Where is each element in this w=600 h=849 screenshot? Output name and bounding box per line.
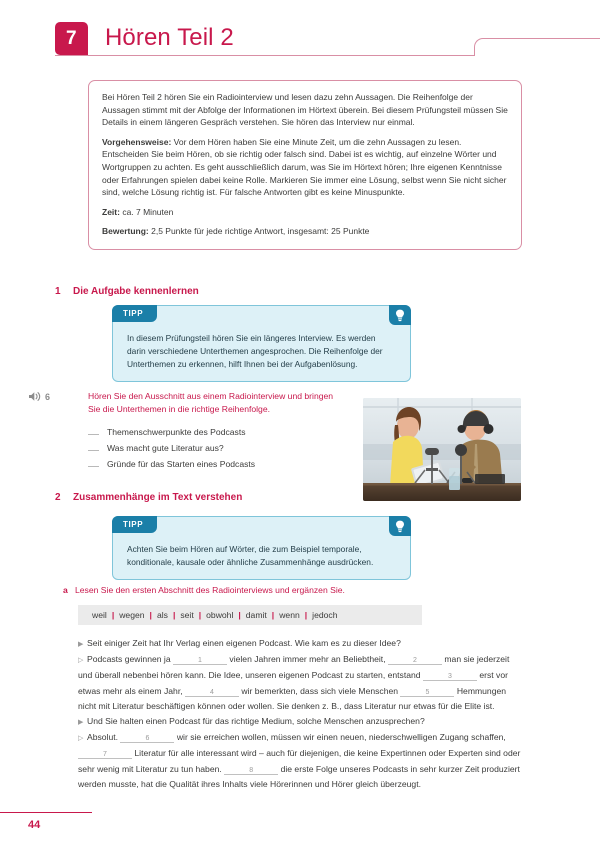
zeit-paragraph — [102, 206, 508, 219]
answer-1-part-2: vielen Jahren immer mehr an Beliebtheit, — [229, 654, 386, 665]
dialogue-gap-fill-text — [78, 636, 522, 792]
gap-6[interactable]: 6 — [120, 731, 174, 743]
vorgehensweise-paragraph — [102, 136, 508, 199]
subtask-a-heading — [63, 585, 345, 595]
intro-paragraph: Bei Hören Teil 2 hören Sie ein Radiointerview und lesen dazu zehn Aussagen. Die Reihenfolge der Aussagen stimmt mit der Abfolge der Informationen im Hörtext überein. Bei diesem Prüfungsteil müssen Sie Details in einem längeren Gespräch verstehen. Sie hören das Interview nur einmal. — [102, 92, 508, 128]
order-item-label: Was macht gute Literatur aus? — [107, 443, 224, 453]
vorgehensweise-label: Vorgehensweise: — [102, 136, 172, 147]
tipp-box-1 — [112, 305, 411, 382]
section-1-title: Die Aufgabe kennenlernen — [73, 286, 199, 297]
gap-4[interactable]: 4 — [185, 685, 239, 697]
task-prompt-6: Hören Sie den Ausschnitt aus einem Radiointerview und bringen Sie die Unterthemen in die richtige Reihenfolge. — [88, 391, 334, 414]
answer-blank-3[interactable] — [88, 457, 99, 467]
gap-8[interactable]: 8 — [224, 763, 278, 775]
gap-5[interactable]: 5 — [400, 685, 454, 697]
word-bank-item[interactable]: obwohl — [206, 610, 234, 620]
answer-1-part-4: erst vor etwas mehr als einem Jahr, — [78, 670, 508, 696]
word-separator: | — [271, 610, 275, 620]
answer-1-part-6: Hemmungen nicht mit Literatur beschäftigen können oder wollen. Sie denken z. B., dass Literatur nur etwas für die Elite ist. — [78, 685, 507, 711]
lightbulb-icon-1 — [389, 305, 411, 325]
tipp-label-2: TIPP — [112, 516, 157, 533]
answer-1-part-5: wir bemerkten, dass sich viele Menschen — [241, 685, 399, 696]
ordering-task-list — [88, 424, 255, 472]
answer-blank-1[interactable] — [88, 425, 99, 435]
word-separator: | — [111, 610, 115, 620]
audio-track-number: 6 — [45, 391, 51, 402]
gap-3[interactable]: 3 — [423, 669, 477, 681]
dialogue-answer-2 — [78, 730, 522, 792]
word-separator: | — [304, 610, 308, 620]
section-1-number: 1 — [55, 286, 61, 297]
section-heading-2 — [55, 492, 242, 503]
order-item-label: Themenschwerpunkte des Podcasts — [107, 427, 246, 437]
answer-1-part-3: man sie jederzeit und überall nebenbei hören kann. Die Idee, unseren eigenen Podcast zu starten, entstand — [78, 654, 510, 681]
question-1-text: Seit einiger Zeit hat Ihr Verlag einen eigenen Podcast. Wie kam es zu dieser Idee? — [87, 638, 401, 648]
page-title: Hören Teil 2 — [105, 24, 234, 51]
word-bank-item[interactable]: wenn — [279, 610, 300, 620]
word-separator: | — [149, 610, 152, 620]
exam-format-info-box — [88, 80, 522, 250]
list-item[interactable] — [88, 424, 255, 440]
answer-1-part-1: Podcasts gewinnen ja — [87, 654, 171, 665]
tipp-text-1: In diesem Prüfungsteil hören Sie ein längeres Interview. Es werden darin verschiedene Unterthemen angesprochen. Die Reihenfolge der Unterthemen zu erkennen, hilft Ihnen bei der Aufgabenlösung. — [127, 333, 383, 369]
word-separator: | — [172, 610, 176, 620]
answer-marker-icon: ▷ — [78, 657, 84, 665]
order-item-label: Gründe für das Starten eines Podcasts — [107, 459, 256, 469]
answer-2-part-1: Absolut. — [87, 732, 119, 743]
lightbulb-icon-2 — [389, 516, 411, 536]
tipp-text-2: Achten Sie beim Hören auf Wörter, die zum Beispiel temporale, konditionale, kausale oder ähnliche Zusammenhänge ausdrücken. — [127, 544, 374, 567]
zeit-text: ca. 7 Minuten — [119, 206, 174, 217]
section-2-title: Zusammenhänge im Text verstehen — [73, 492, 243, 503]
question-marker-icon: ▶ — [78, 641, 84, 648]
page-number: 44 — [28, 819, 41, 831]
answer-blank-2[interactable] — [88, 441, 99, 451]
dialogue-answer-1 — [78, 652, 522, 714]
zeit-label: Zeit: — [102, 206, 120, 217]
answer-marker-icon: ▷ — [78, 735, 84, 743]
audio-track-marker-6[interactable] — [28, 390, 50, 403]
vorgehensweise-text: Vor dem Hören haben Sie eine Minute Zeit, um die zehn Aussagen zu lesen. Entscheiden Sie beim Hören, ob sie richtig oder falsch sind. Dabei ist es wichtig, auf einzelne Wörter und Wortgruppen zu achten. Es geht ausschließlich darum, was Sie im Hörtext hören; Ihre eigenen Kenntnisse oder Erfahrungen spielen dabei keine Rolle. Markieren Sie immer eine Lösung, selbst wenn Sie nicht sicher sind, welche Lösung richtig ist. Für falsche Antworten gibt es keine Minuspunkte. — [102, 136, 507, 198]
dialogue-question-2 — [78, 714, 522, 730]
answer-2-part-3: Literatur für alle interessant wird – auch für diejenigen, die keine Expertinnen oder Experten sind oder sehr wenig mit Literatur zu tun haben. — [78, 748, 521, 774]
podcast-recording-photo — [363, 398, 521, 501]
bewertung-text: 2,5 Punkte für jede richtige Antwort, insgesamt: 25 Punkte — [148, 226, 370, 237]
answer-2-part-4: die erste Folge unseres Podcasts in sehr kurzer Zeit produziert werden musste, hat die Qualität ihres Inhalts viele Hörerinnen und Hörer gleich überzeugt. — [78, 763, 520, 789]
speaker-icon — [28, 390, 42, 403]
section-2-number: 2 — [55, 492, 61, 503]
list-item[interactable] — [88, 440, 255, 456]
subtask-letter: a — [63, 585, 68, 595]
word-bank-item[interactable]: seit — [180, 610, 194, 620]
dialogue-question-1 — [78, 636, 522, 652]
subtask-text: Lesen Sie den ersten Abschnitt des Radiointerviews und ergänzen Sie. — [75, 585, 345, 595]
chapter-number-badge: 7 — [55, 22, 88, 55]
gap-2[interactable]: 2 — [388, 653, 442, 665]
word-bank — [78, 605, 422, 625]
word-bank-item[interactable]: wegen — [119, 610, 145, 620]
word-bank-item[interactable]: jedoch — [312, 610, 338, 620]
bewertung-label: Bewertung: — [102, 226, 149, 237]
question-2-text: Und Sie halten einen Podcast für das richtige Medium, solche Menschen anzusprechen? — [87, 716, 425, 727]
gap-1[interactable]: 1 — [173, 653, 227, 665]
gap-7[interactable]: 7 — [78, 747, 132, 759]
bewertung-paragraph — [102, 225, 508, 238]
word-bank-item[interactable]: als — [156, 610, 168, 620]
header-divider-line — [55, 55, 475, 56]
section-heading-1 — [55, 286, 199, 297]
word-separator: | — [238, 610, 241, 620]
tipp-box-2 — [112, 516, 411, 580]
list-item[interactable] — [88, 456, 255, 472]
word-bank-item[interactable]: weil — [92, 610, 107, 620]
footer-divider — [0, 812, 92, 813]
word-bank-item[interactable]: damit — [245, 610, 267, 620]
tipp-label-1: TIPP — [112, 305, 157, 322]
header-divider-step — [474, 38, 600, 56]
page-header — [0, 0, 600, 70]
question-marker-icon: ▶ — [78, 719, 84, 727]
word-separator: | — [198, 610, 202, 620]
answer-2-part-2: wir sie erreichen wollen, müssen wir einen neuen, niederschwelligen Zugang schaffen, — [176, 732, 506, 743]
